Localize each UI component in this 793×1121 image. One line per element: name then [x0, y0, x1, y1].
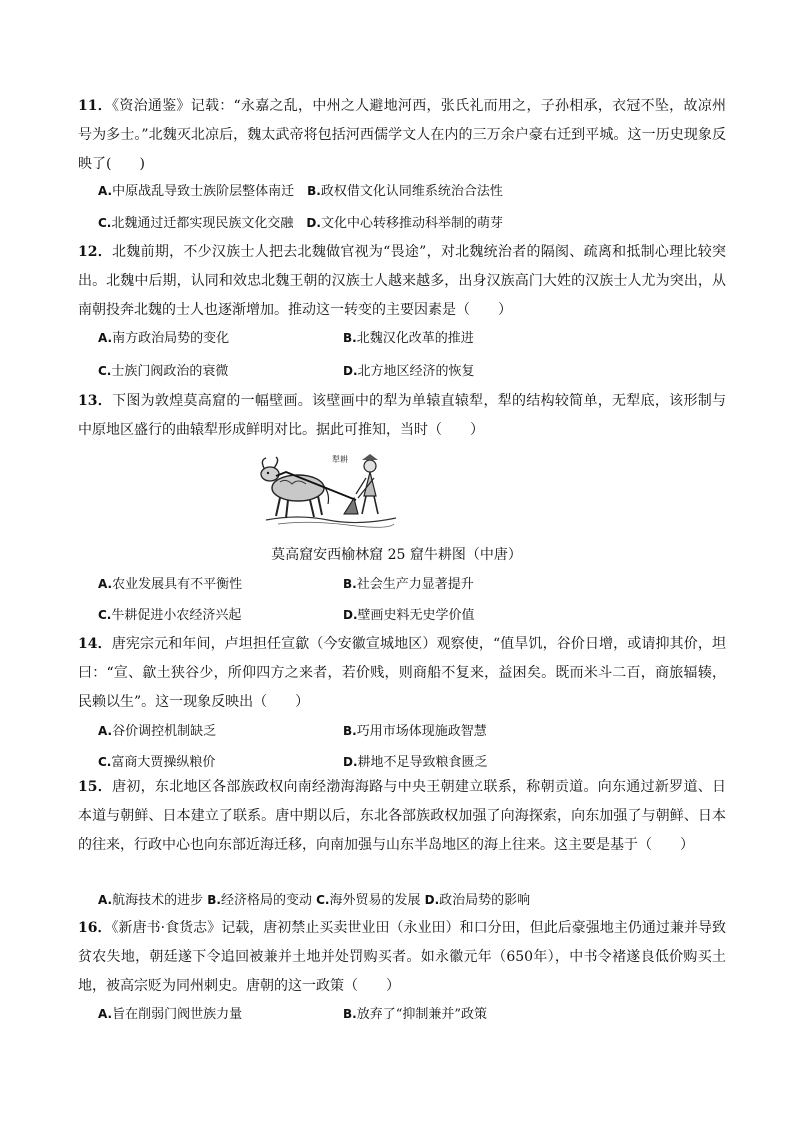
option-12-c[interactable] [98, 361, 228, 381]
option-label: A. [98, 184, 113, 198]
question-number: 12． [78, 244, 113, 260]
question-16 [78, 914, 726, 1001]
option-12-b[interactable] [343, 328, 474, 348]
ox-plough-mural-image [258, 448, 398, 530]
option-text: 旨在削弱门阀世族力量 [112, 1007, 243, 1022]
option-label: D. [306, 216, 321, 230]
option-text: 壁画史料无史学价值 [357, 608, 475, 623]
option-text: 放弃了“抑制兼并”政策 [356, 1007, 488, 1022]
option-text: 北方地区经济的恢复 [357, 364, 475, 379]
option-label: A. [98, 893, 113, 907]
option-text: 北魏通过迁都实现民族文化交融 [111, 216, 294, 231]
option-text: 航海技术的进步 [112, 893, 204, 908]
option-label: B. [343, 577, 357, 591]
option-label: B. [343, 331, 357, 345]
question-text: 北魏前期，不少汉族士人把去北魏做官视为“畏途”，对北魏统治者的隔阂、疏离和抵制心理比较突出。北魏中后期，认同和效忠北魏王朝的汉族士人越来越多，出身汉族高门大姓的汉族士人尤为突出，从南朝投奔北魏的士人也逐渐增加。推动这一转变的主要因素是（ ） [78, 244, 727, 318]
question-12 [78, 238, 726, 325]
option-13-b[interactable] [343, 574, 474, 594]
question-number: 16． [78, 920, 112, 936]
option-text: 耕地不足导致粮食匮乏 [357, 755, 488, 770]
option-label: A. [98, 1007, 113, 1021]
option-label: A. [98, 577, 113, 591]
mural-stamp-text: 犁耕 [332, 455, 348, 464]
option-12-d[interactable] [343, 361, 475, 381]
option-text: 巧用市场体现施政智慧 [356, 724, 487, 739]
option-14-c[interactable] [98, 752, 215, 772]
figure-caption: 莫高窟安西榆林窟 25 窟牛耕图（中唐） [271, 547, 522, 563]
question-text: 唐宪宗元和年间，卢坦担任宣歙（今安徽宣城地区）观察使，“值旱饥，谷价日增，或请抑其价，坦曰：“宣、歙土狭谷少，所仰四方之来者，若价贱，则商船不复来，益困矣。既而米斗二百，商旅辐辏，民赖以生”。这一现象反映出（ ） [78, 636, 727, 710]
option-13-c[interactable] [98, 605, 241, 625]
option-label: C. [98, 216, 112, 230]
question-number: 15． [78, 779, 113, 795]
option-text: 富商大贾操纵粮价 [111, 755, 216, 770]
option-text: 牛耕促进小农经济兴起 [111, 608, 242, 623]
option-text: 海外贸易的发展 [329, 893, 421, 908]
option-16-b[interactable] [343, 1004, 487, 1024]
option-label: D. [424, 893, 440, 907]
option-label: C. [98, 755, 112, 769]
question-13 [78, 387, 726, 445]
option-label: A. [98, 331, 113, 345]
option-13-a[interactable] [98, 574, 242, 594]
option-14-d[interactable] [343, 752, 488, 772]
question-text: 《资治通鉴》记载：“永嘉之乱，中州之人避地河西，张氏礼而用之，子孙相承，衣冠不坠，故凉州号为多士。”北魏灭北凉后，魏太武帝将包括河西儒学文人在内的三万余户豪右迁到平城。这一历史现象反映了( ) [78, 98, 727, 172]
option-11-c[interactable] [98, 213, 503, 233]
option-text: 经济格局的变动 [220, 893, 312, 908]
option-text: 文化中心转移推动科举制的萌芽 [320, 216, 503, 231]
options-15[interactable] [98, 890, 530, 910]
option-label: C. [98, 608, 112, 622]
question-number: 11． [78, 98, 113, 114]
option-text: 政权借文化认同维系统治合法性 [320, 184, 503, 199]
option-text: 谷价调控机制缺乏 [112, 724, 217, 739]
question-text: 唐初，东北地区各部族政权向南经渤海海路与中央王朝建立联系，称朝贡道。向东通过新罗道、日本道与朝鲜、日本建立了联系。唐中期以后，东北各部族政权加强了向海探索，向东加强了与朝鲜、日本的往来，行政中心也向东部近海迁移，向南加强与山东半岛地区的海上往来。这主要是基于（ ） [78, 779, 727, 853]
option-label: B. [343, 1007, 357, 1021]
option-label: D. [343, 755, 358, 769]
option-11-a[interactable] [98, 181, 503, 201]
option-label: B. [307, 184, 321, 198]
option-text: 中原战乱导致士族阶层整体南迁 [112, 184, 295, 199]
option-label: B. [343, 724, 357, 738]
option-14-a[interactable] [98, 721, 216, 741]
option-label: C. [98, 364, 112, 378]
option-text: 政治局势的影响 [439, 893, 531, 908]
option-label: B. [207, 893, 221, 907]
option-label: D. [343, 608, 358, 622]
question-text: 《新唐书·食货志》记载，唐初禁止买卖世业田（永业田）和口分田，但此后豪强地主仍通过兼并导致贫农失地，朝廷遂下令追回被兼并土地并处罚购买者。如永徽元年（650年），中书令褚遂良低价购买土地，被高宗贬为同州刺史。唐朝的这一政策（ ） [78, 920, 726, 994]
option-12-a[interactable] [98, 328, 229, 348]
option-14-b[interactable] [343, 721, 487, 741]
question-15 [78, 773, 726, 860]
option-text: 农业发展具有不平衡性 [112, 577, 243, 592]
option-text: 北魏汉化改革的推进 [356, 331, 474, 346]
option-text: 士族门阀政治的衰微 [111, 364, 229, 379]
question-text: 下图为敦煌莫高窟的一幅壁画。该壁画中的犁为单辕直辕犁，犁的结构较简单，无犁底，该形制与中原地区盛行的曲辕犁形成鲜明对比。据此可推知，当时（ ） [78, 393, 727, 438]
question-14 [78, 630, 726, 717]
option-text: 社会生产力显著提升 [356, 577, 474, 592]
option-16-a[interactable] [98, 1004, 242, 1024]
option-label: A. [98, 724, 113, 738]
option-label: D. [343, 364, 358, 378]
question-number: 14． [78, 636, 112, 652]
question-11 [78, 92, 726, 179]
option-text: 南方政治局势的变化 [112, 331, 230, 346]
question-number: 13． [78, 393, 113, 409]
option-label: C. [316, 893, 330, 907]
option-13-d[interactable] [343, 605, 475, 625]
